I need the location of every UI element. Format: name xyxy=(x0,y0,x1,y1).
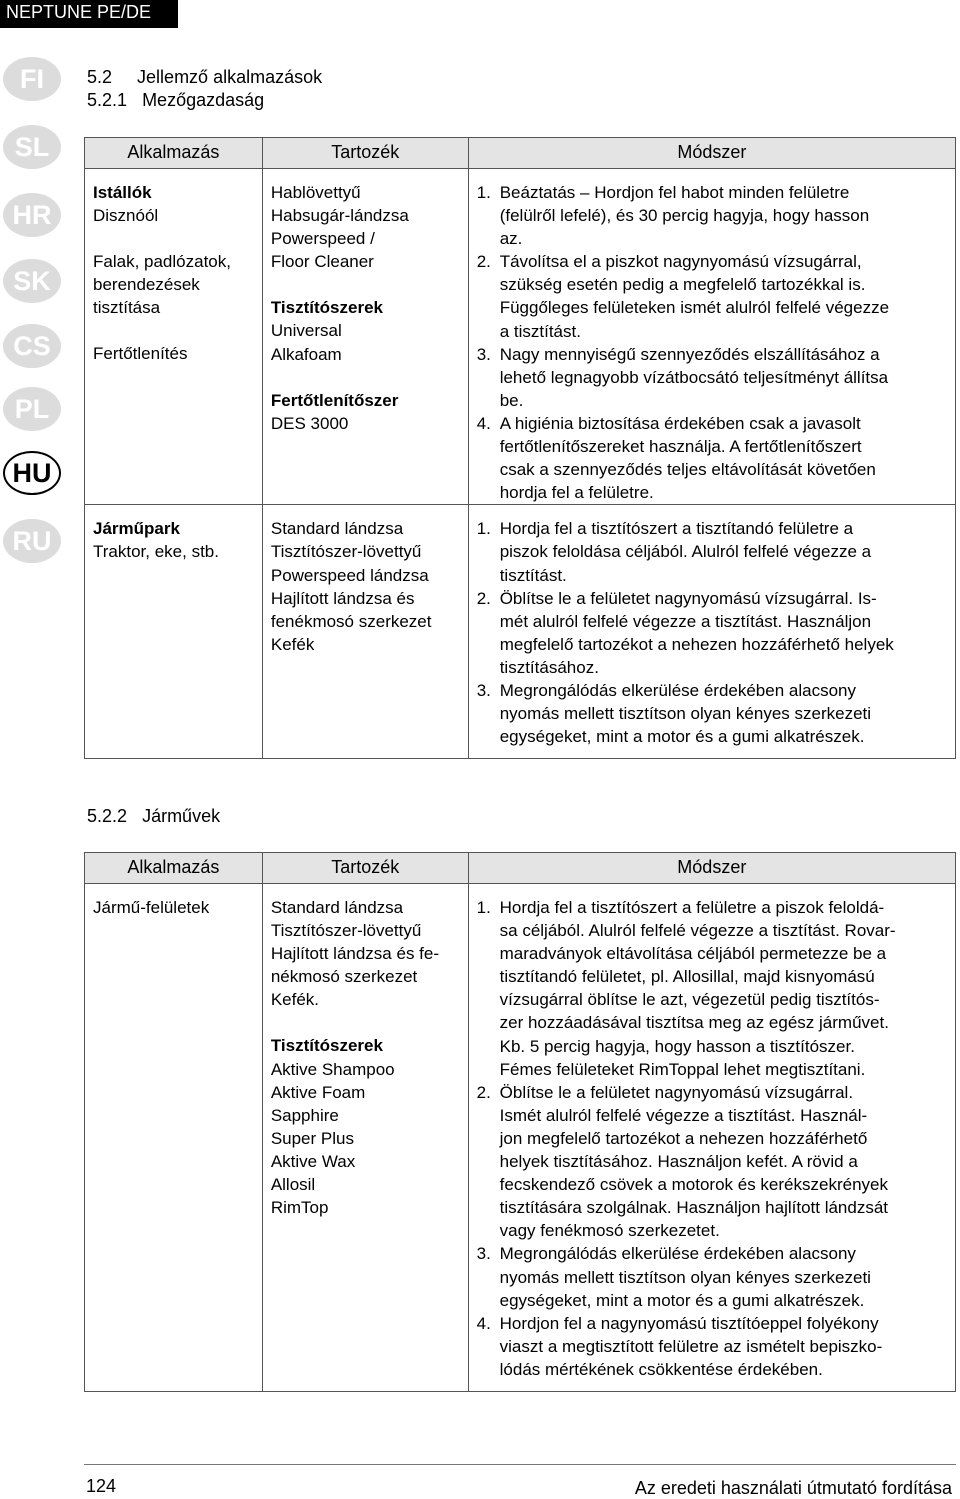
footer-divider xyxy=(84,1464,956,1465)
accessory-line: nékmosó szerkezet xyxy=(270,967,418,987)
application-line: Disznóól xyxy=(93,206,159,226)
accessory-line: Floor Cleaner xyxy=(270,252,374,272)
section-number: 5.2 xyxy=(87,67,113,87)
step-text-line: Megrongálódás elkerülése érdekében alacsony xyxy=(499,1244,856,1264)
accessory-line: Standard lándzsa xyxy=(270,519,404,539)
subsection-title: Mezőgazdaság xyxy=(142,90,265,110)
application-line: Jármű-felületek xyxy=(93,898,210,917)
step-text-line: maradványok eltávolítása céljából permetezze be a xyxy=(499,944,887,964)
step-number: 1. xyxy=(476,183,491,202)
accessory-line: Tisztítószerek xyxy=(270,298,383,318)
step-text-line: helyek tisztításához. Használjon kefét. A rövid a xyxy=(499,1152,858,1172)
step-text-line: egységeket, mint a motor és a gumi alkatrészek. xyxy=(499,1290,865,1310)
section-title: Jellemző alkalmazások xyxy=(137,67,323,87)
accessory-line: RimTop xyxy=(270,1198,329,1218)
language-tab-hu[interactable]: HU xyxy=(3,451,61,495)
table-row xyxy=(85,169,956,505)
step-number: 3. xyxy=(476,680,491,700)
language-tab-sk[interactable]: SK xyxy=(3,259,61,303)
accessory-line: Tisztítószerek xyxy=(270,1036,383,1056)
step-text-line: Megrongálódás elkerülése érdekében alacsony xyxy=(499,680,856,700)
step-number: 2. xyxy=(476,588,491,608)
application-cell xyxy=(85,505,263,759)
application-line: berendezések xyxy=(93,275,200,295)
col-header-method: Módszer xyxy=(468,138,955,169)
header-title: NEPTUNE PE/DE xyxy=(6,2,152,22)
language-tab-hr[interactable]: HR xyxy=(3,193,61,237)
accessory-cell xyxy=(262,169,468,505)
spacer xyxy=(93,319,256,342)
col-header-accessory: Tartozék xyxy=(262,138,468,169)
subsection-title: Járművek xyxy=(142,806,221,826)
step-number: 3. xyxy=(476,1244,491,1264)
step-text-line: fecskendező csövek a motorok és kerékszekrények xyxy=(499,1175,888,1195)
accessory-line: fenékmosó szerkezet xyxy=(270,611,432,631)
spacer xyxy=(271,366,462,389)
step-text-line: (felülről lefelé), és 30 percig hagyja, hogy hasson xyxy=(499,206,870,226)
step-number: 4. xyxy=(476,413,491,433)
footer-note: Az eredeti használati útmutató fordítása xyxy=(634,1478,952,1498)
application-line: Istállók xyxy=(93,183,152,202)
step-text-line: tisztításához. xyxy=(499,657,599,677)
method-step xyxy=(477,181,949,250)
col-header-accessory: Tartozék xyxy=(262,853,468,884)
step-number: 4. xyxy=(476,1313,491,1333)
spacer xyxy=(271,273,462,296)
accessory-line: Hablövettyű xyxy=(270,183,361,202)
method-step xyxy=(477,1081,949,1243)
step-text-line: zer hozzáadásával tisztítsa meg az egész járművet. xyxy=(499,1013,889,1033)
language-tab-sl[interactable]: SL xyxy=(3,125,61,169)
step-text-line: Fémes felületeket RimToppal lehet megtisztítani. xyxy=(499,1059,866,1079)
step-text-line: az. xyxy=(499,229,523,249)
step-text-line: piszok feloldása céljából. Alulról felfelé végezze a xyxy=(499,542,872,562)
accessory-line: Aktive Foam xyxy=(270,1082,366,1102)
step-text-line: Hordjon fel a nagynyomású tisztítóeppel folyékony xyxy=(499,1313,879,1333)
step-text-line: nyomás mellett tisztítson olyan kényes szerkezeti xyxy=(499,1267,871,1287)
step-text-line: Öblítse le a felületet nagynyomású vízsugárral. xyxy=(499,1082,854,1102)
col-header-method: Módszer xyxy=(468,853,955,884)
application-cell xyxy=(85,884,263,1392)
step-text-line: tisztítására szolgálnak. Használjon hajlított lándzsát xyxy=(499,1198,889,1218)
accessory-line: Tisztítószer-lövettyű xyxy=(270,542,422,562)
method-step xyxy=(477,1242,949,1311)
step-number: 1. xyxy=(476,898,491,917)
accessory-line: Alkafoam xyxy=(270,344,342,364)
accessory-line: Universal xyxy=(270,321,342,341)
table-agriculture xyxy=(84,137,956,759)
language-tab-cs[interactable]: CS xyxy=(3,324,61,368)
spacer xyxy=(271,1011,462,1034)
accessory-line: Kefék. xyxy=(270,990,320,1010)
step-text-line: fertőtlenítőszereket használja. A fertőtlenítőszert xyxy=(499,437,862,457)
method-step xyxy=(477,343,949,412)
method-steps xyxy=(477,181,949,504)
step-text-line: Ismét alulról felfelé végezze a tisztítást. Használ- xyxy=(499,1105,868,1125)
application-cell xyxy=(85,169,263,505)
application-line: tisztítása xyxy=(93,298,161,318)
accessory-line: Hajlított lándzsa és xyxy=(270,588,415,608)
application-line: Traktor, eke, stb. xyxy=(93,542,219,562)
step-text-line: Kb. 5 percig hagyja, hogy hasson a tisztítószer. xyxy=(499,1036,855,1056)
step-text-line: vízsugárral öblítse le azt, végezetül pedig tisztítós- xyxy=(499,990,880,1010)
subsection-number: 5.2.2 xyxy=(87,806,128,826)
language-tab-ru[interactable]: RU xyxy=(3,519,61,563)
col-header-application: Alkalmazás xyxy=(85,138,263,169)
step-text-line: A higiénia biztosítása érdekében csak a javasolt xyxy=(499,413,861,433)
accessory-line: Allosil xyxy=(270,1175,316,1195)
accessory-line: Fertőtlenítőszer xyxy=(270,390,399,410)
step-text-line: vagy fenékmosó szerkezetet. xyxy=(499,1221,720,1241)
step-text-line: sa céljából. Alulról felfelé végezze a tisztítást. Rovar- xyxy=(499,921,896,941)
table-header-row xyxy=(85,138,956,169)
step-text-line: Öblítse le a felületet nagynyomású vízsugárral. Is- xyxy=(499,588,877,608)
accessory-cell xyxy=(262,884,468,1392)
accessory-line: Kefék xyxy=(270,634,315,654)
accessory-line: Powerspeed lándzsa xyxy=(270,565,429,585)
step-number: 1. xyxy=(476,519,491,539)
step-number: 2. xyxy=(476,1082,491,1102)
accessory-line: Aktive Shampoo xyxy=(270,1059,395,1079)
accessory-line: Habsugár-lándzsa xyxy=(270,206,409,226)
accessory-line: Standard lándzsa xyxy=(270,898,404,917)
method-step xyxy=(477,587,949,679)
step-text-line: lehető legnagyobb vízátbocsátó teljesítményt állítsa xyxy=(499,367,889,387)
accessory-line: Powerspeed / xyxy=(270,229,375,249)
step-text-line: szükség esetén pedig a megfelelő tartozékkal is. xyxy=(499,275,866,295)
spacer xyxy=(93,227,256,250)
step-text-line: mét alulról felfelé végezze a tisztítást. Használjon xyxy=(499,611,872,631)
method-step xyxy=(477,896,949,1081)
accessory-line: Super Plus xyxy=(270,1128,354,1148)
subsection-number: 5.2.1 xyxy=(87,90,128,110)
step-text-line: jon megfelelő tartozékot a nehezen hozzáférhető xyxy=(499,1128,868,1148)
page-number: 124 xyxy=(86,1476,117,1496)
step-text-line: Függőleges felületeken ismét alulról felfelé végezze xyxy=(499,298,890,318)
table-header-row xyxy=(85,853,956,884)
step-text-line: egységeket, mint a motor és a gumi alkatrészek. xyxy=(499,727,865,747)
method-cell xyxy=(468,884,955,1392)
step-text-line: be. xyxy=(499,390,524,410)
step-text-line: tisztítandó felületet, pl. Allosillal, majd kisnyomású xyxy=(499,967,875,987)
table-row xyxy=(85,884,956,1392)
step-text-line: lódás mértékének csökkentése érdekében. xyxy=(499,1359,823,1379)
accessory-line: Tisztítószer-lövettyű xyxy=(270,921,422,941)
method-step xyxy=(477,250,949,342)
table-vehicles xyxy=(84,852,956,1392)
step-text-line: Hordja fel a tisztítószert a felületre a piszok feloldá- xyxy=(499,898,885,917)
step-text-line: nyomás mellett tisztítson olyan kényes szerkezeti xyxy=(499,704,872,724)
method-step xyxy=(477,1312,949,1381)
step-text-line: megfelelő tartozékot a nehezen hozzáférhető helyek xyxy=(499,634,894,654)
method-cell xyxy=(468,505,955,759)
step-text-line: Nagy mennyiségű szennyeződés elszállításához a xyxy=(499,344,880,364)
section-heading xyxy=(87,66,322,89)
method-step xyxy=(477,679,949,748)
step-text-line: Hordja fel a tisztítószert a tisztítandó felületre a xyxy=(499,519,854,539)
subsection-heading-2 xyxy=(87,805,220,828)
document-header xyxy=(0,0,178,28)
accessory-line: DES 3000 xyxy=(270,413,349,433)
accessory-line: Sapphire xyxy=(270,1105,339,1125)
application-line: Falak, padlózatok, xyxy=(93,252,231,272)
step-text-line: hordja fel a felületre. xyxy=(499,483,654,503)
method-cell xyxy=(468,169,955,505)
step-text-line: Beáztatás – Hordjon fel habot minden felületre xyxy=(499,183,850,202)
step-text-line: a tisztítást. xyxy=(499,321,581,341)
method-steps xyxy=(477,896,949,1381)
accessory-line: Hajlított lándzsa és fe- xyxy=(270,944,440,964)
method-step xyxy=(477,517,949,586)
method-steps xyxy=(477,517,949,748)
col-header-application: Alkalmazás xyxy=(85,853,263,884)
step-text-line: csak a szennyeződés teljes eltávolítását követően xyxy=(499,460,876,480)
language-tab-fi[interactable]: FI xyxy=(3,57,61,101)
step-text-line: tisztítást. xyxy=(499,565,567,585)
application-line: Járműpark xyxy=(93,519,180,539)
application-line: Fertőtlenítés xyxy=(93,344,188,364)
step-text-line: Távolítsa el a piszkot nagynyomású vízsugárral, xyxy=(499,252,862,272)
table-row xyxy=(85,505,956,759)
accessory-line: Aktive Wax xyxy=(270,1151,356,1171)
accessory-cell xyxy=(262,505,468,759)
subsection-heading xyxy=(87,89,264,112)
step-number: 3. xyxy=(476,344,491,364)
language-tab-pl[interactable]: PL xyxy=(3,387,61,431)
step-text-line: viaszt a megtisztított felületre az ismételt bepiszko- xyxy=(499,1336,883,1356)
step-number: 2. xyxy=(476,252,491,272)
method-step xyxy=(477,412,949,504)
